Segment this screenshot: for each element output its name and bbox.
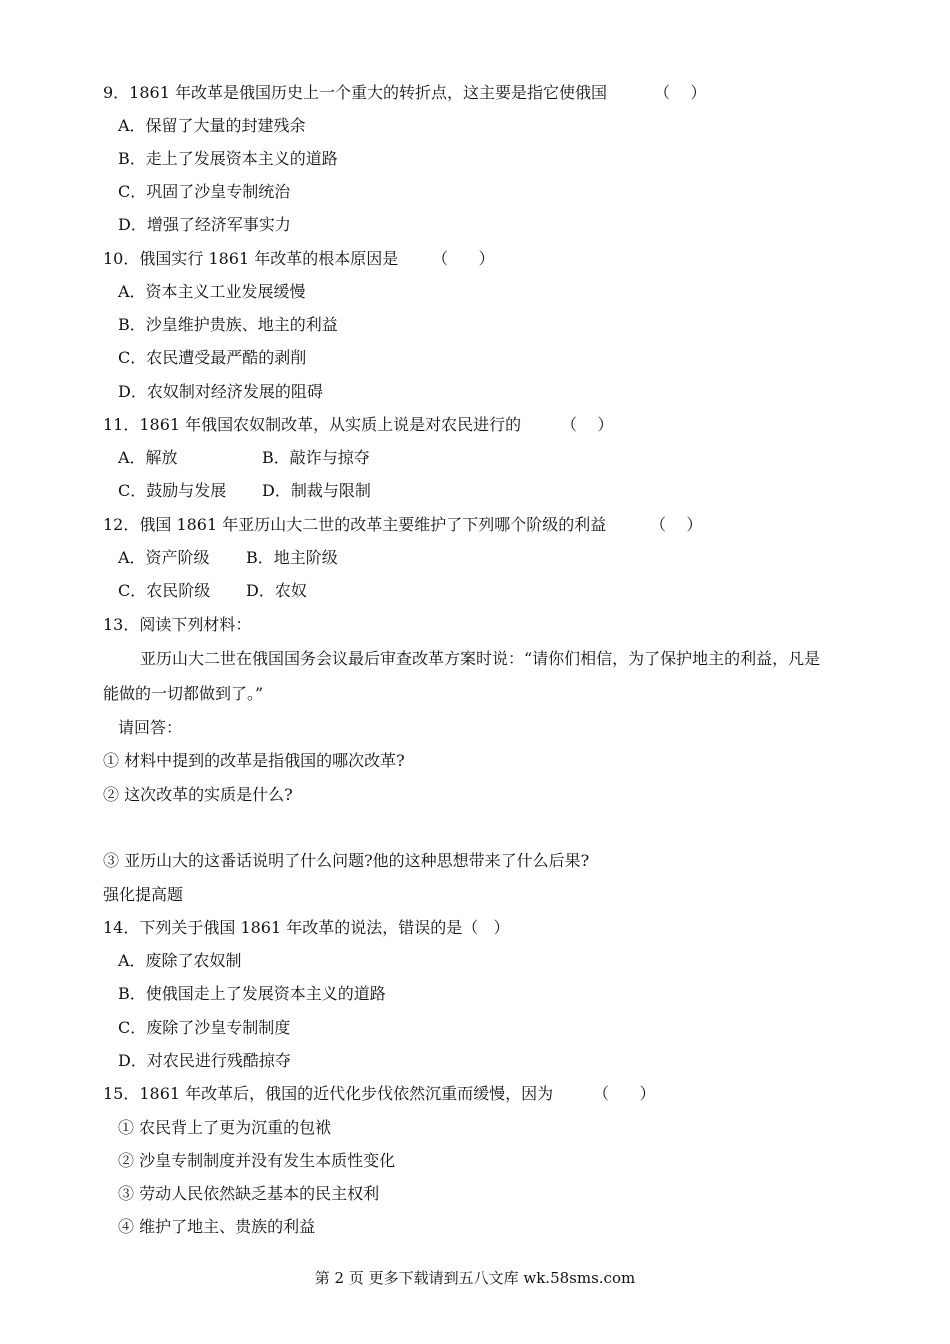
- q9-stem: 9．1861 年改革是俄国历史上一个重大的转折点，这主要是指它使俄国: [103, 83, 607, 102]
- q9-option-a: A．保留了大量的封建残余: [118, 116, 306, 135]
- q12-stem: 12．俄国 1861 年亚历山大二世的改革主要维护了下列哪个阶级的利益: [103, 515, 607, 534]
- q15-stem: 15．1861 年改革后，俄国的近代化步伐依然沉重而缓慢，因为: [103, 1084, 554, 1103]
- q13-stem: 13．阅读下列材料：: [103, 615, 252, 634]
- q9-option-b: B．走上了发展资本主义的道路: [118, 149, 338, 168]
- q11-answer-bracket: （ ）: [561, 415, 614, 434]
- q14-option-b: B．使俄国走上了发展资本主义的道路: [118, 984, 386, 1003]
- q15-item-2: ② 沙皇专制制度并没有发生本质性变化: [118, 1151, 396, 1170]
- q9-option-c: C．巩固了沙皇专制统治: [118, 182, 291, 201]
- q13-sub-3: ③ 亚历山大的这番话说明了什么问题?他的这种思想带来了什么后果?: [103, 851, 590, 870]
- q10-answer-bracket: （ ）: [432, 249, 495, 268]
- q12-option-d: D．农奴: [246, 581, 307, 600]
- q13-material-line1: 亚历山大二世在俄国国务会议最后审查改革方案时说：“请你们相信，为了保护地主的利益，凡是: [140, 649, 821, 668]
- page-footer: 第 2 页 更多下载请到五八文库 wk.58sms.com: [314, 1269, 636, 1287]
- q9-answer-bracket: （ ）: [654, 83, 707, 102]
- q11-stem: 11．1861 年俄国农奴制改革，从实质上说是对农民进行的: [103, 415, 522, 434]
- q10-option-a: A．资本主义工业发展缓慢: [118, 282, 306, 301]
- q14-option-a: A．废除了农奴制: [118, 951, 242, 970]
- q14-stem: 14．下列关于俄国 1861 年改革的说法，错误的是（ ）: [103, 918, 510, 937]
- section-heading: 强化提高题: [103, 885, 184, 904]
- q10-stem: 10．俄国实行 1861 年改革的根本原因是: [103, 249, 399, 268]
- q10-option-d: D．农奴制对经济发展的阻碍: [118, 382, 323, 401]
- q15-item-1: ① 农民背上了更为沉重的包袱: [118, 1118, 332, 1137]
- q13-material-line2: 能做的一切都做到了。”: [103, 684, 264, 703]
- q10-option-b: B．沙皇维护贵族、地主的利益: [118, 315, 338, 334]
- q10-option-c: C．农民遭受最严酷的剥削: [118, 348, 307, 367]
- q12-option-b: B．地主阶级: [246, 548, 338, 567]
- q14-option-c: C．废除了沙皇专制制度: [118, 1018, 291, 1037]
- q13-sub-1: ① 材料中提到的改革是指俄国的哪次改革?: [103, 751, 405, 770]
- q11-option-b: B．敲诈与掠夺: [262, 448, 370, 467]
- q15-answer-bracket: （ ）: [593, 1084, 656, 1103]
- q11-option-d: D．制裁与限制: [262, 481, 371, 500]
- q12-answer-bracket: （ ）: [650, 515, 703, 534]
- q12-option-a: A．资产阶级: [118, 548, 210, 567]
- q12-option-c: C．农民阶级: [118, 581, 211, 600]
- q14-option-d: D．对农民进行残酷掠夺: [118, 1051, 291, 1070]
- q13-prompt: 请回答：: [118, 718, 183, 737]
- q15-item-3: ③ 劳动人民依然缺乏基本的民主权利: [118, 1184, 380, 1203]
- q9-option-d: D．增强了经济军事实力: [118, 215, 291, 234]
- q13-sub-2: ② 这次改革的实质是什么?: [103, 785, 293, 804]
- q15-item-4: ④ 维护了地主、贵族的利益: [118, 1217, 316, 1236]
- q11-option-c: C．鼓励与发展: [118, 481, 227, 500]
- q11-option-a: A．解放: [118, 448, 178, 467]
